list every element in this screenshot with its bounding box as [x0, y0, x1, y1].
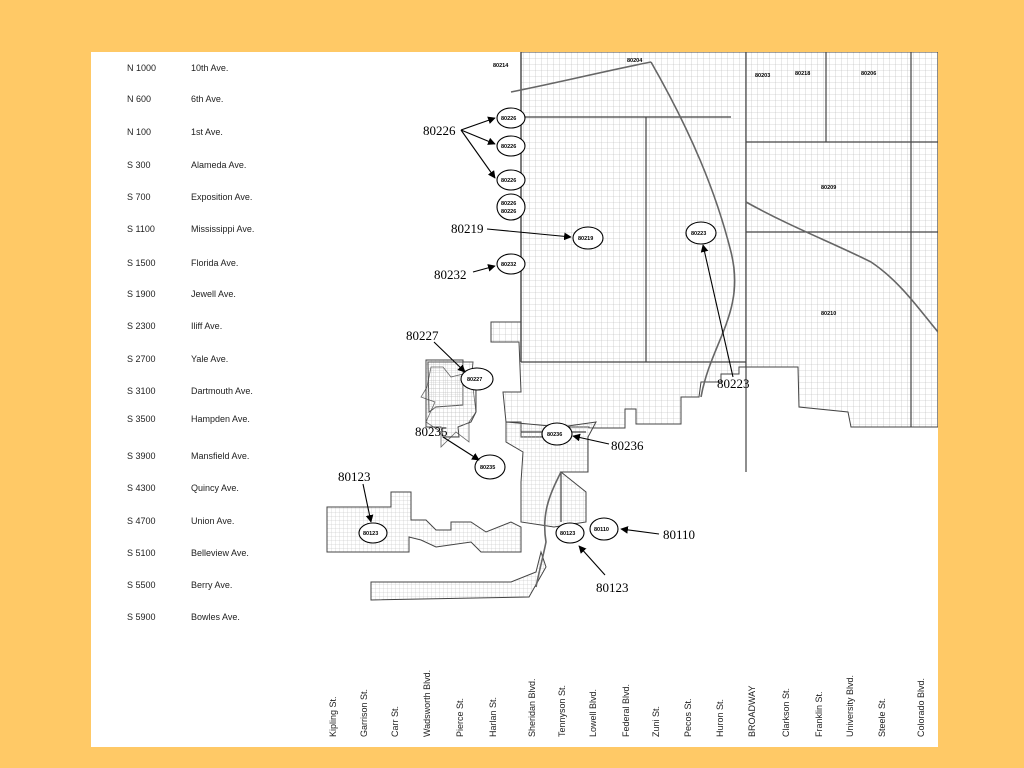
avenue-name: Alameda Ave. — [191, 160, 247, 170]
avenue-number: N 600 — [127, 94, 152, 104]
street-label: Zuni St. — [651, 705, 661, 737]
map-label-80210: 80210 — [821, 311, 837, 317]
marker-label-80232: 80232 — [501, 262, 517, 268]
street-label: Wadsworth Blvd. — [422, 669, 432, 737]
map-label-80214: 80214 — [493, 63, 509, 69]
avenue-number: S 4700 — [127, 516, 156, 526]
marker-label-80110: 80110 — [594, 527, 609, 533]
street-label: Harlan St. — [488, 696, 498, 737]
street-label: Pecos St. — [683, 698, 693, 737]
marker-label-80235: 80235 — [480, 465, 496, 471]
street-label: Garrison St. — [359, 688, 369, 737]
marker-label-80226-c: 80226 — [501, 178, 517, 184]
callout-80219: 80219 — [451, 221, 484, 236]
street-label: Federal Blvd. — [621, 683, 631, 737]
avenue-number: S 2300 — [127, 321, 156, 331]
street-label: Franklin St. — [814, 691, 824, 737]
map-label-80218: 80218 — [795, 71, 811, 77]
avenue-name: 6th Ave. — [191, 94, 224, 104]
avenue-name: Hampden Ave. — [191, 414, 250, 424]
avenue-number: S 5100 — [127, 548, 156, 558]
avenue-number: S 1100 — [127, 224, 155, 234]
avenue-name: Belleview Ave. — [191, 548, 249, 558]
avenue-name: Bowles Ave. — [191, 612, 240, 622]
avenue-name: Mansfield Ave. — [191, 451, 250, 461]
callout-80110: 80110 — [663, 527, 696, 542]
marker-label-80226-d: 80226 — [501, 201, 517, 207]
avenue-name: Jewell Ave. — [191, 289, 236, 299]
callout-80235: 80235 — [415, 424, 448, 439]
street-label: Clarkson St. — [781, 687, 791, 737]
avenue-number: S 4300 — [127, 483, 156, 493]
marker-label-80123-a: 80123 — [363, 531, 379, 537]
marker-label-80226-a: 80226 — [501, 116, 517, 122]
callout-80232: 80232 — [434, 267, 467, 282]
avenue-name: 10th Ave. — [191, 63, 229, 73]
street-label: Kipling St. — [328, 696, 338, 737]
callout-80223: 80223 — [717, 376, 750, 391]
avenue-number: S 3900 — [127, 451, 156, 461]
marker-label-80236: 80236 — [547, 432, 563, 438]
map-area — [327, 52, 938, 600]
map-label-80203: 80203 — [755, 73, 771, 79]
street-label: Carr St. — [390, 705, 400, 737]
avenue-number: N 1000 — [127, 63, 157, 73]
avenue-number: N 100 — [127, 127, 152, 137]
avenue-name: Berry Ave. — [191, 580, 233, 590]
avenue-name: Union Ave. — [191, 516, 235, 526]
marker-label-80226-e: 80226 — [501, 209, 517, 215]
street-label: BROADWAY — [747, 685, 757, 737]
avenue-number: S 1900 — [127, 289, 156, 299]
street-label: Pierce St. — [455, 697, 465, 737]
avenue-name: Exposition Ave. — [191, 192, 253, 202]
marker-label-80226-b: 80226 — [501, 144, 517, 150]
marker-label-80227: 80227 — [467, 377, 483, 383]
street-label: University Blvd. — [845, 674, 855, 737]
avenue-name: 1st Ave. — [191, 127, 223, 137]
marker-label-80219: 80219 — [578, 236, 594, 242]
avenue-name: Iliff Ave. — [191, 321, 223, 331]
urban-grid-far-south — [371, 552, 546, 600]
avenue-number: S 3100 — [127, 386, 156, 396]
avenue-name: Quincy Ave. — [191, 483, 239, 493]
avenue-number: S 300 — [127, 160, 151, 170]
callout-80226: 80226 — [423, 123, 456, 138]
avenue-name: Yale Ave. — [191, 354, 229, 364]
avenue-name: Florida Ave. — [191, 258, 239, 268]
avenue-number: S 1500 — [127, 258, 156, 268]
street-label: Steele St. — [877, 697, 887, 737]
marker-label-80223: 80223 — [691, 231, 707, 237]
avenue-name: Dartmouth Ave. — [191, 386, 253, 396]
marker-label-80123-b: 80123 — [560, 531, 576, 537]
avenue-number: S 700 — [127, 192, 151, 202]
street-label: Sheridan Blvd. — [527, 678, 537, 737]
avenue-number: S 5900 — [127, 612, 156, 622]
street-label: Lowell Blvd. — [588, 688, 598, 737]
avenue-name: Mississippi Ave. — [191, 224, 255, 234]
map-label-80209: 80209 — [821, 185, 837, 191]
street-label: Colorado Blvd. — [916, 677, 926, 737]
zip-code-map — [91, 52, 938, 747]
street-label: Tennyson St. — [557, 684, 567, 737]
urban-grid-main — [491, 52, 938, 437]
map-slide — [91, 52, 938, 747]
map-label-80204: 80204 — [627, 58, 643, 64]
callout-80236: 80236 — [611, 438, 644, 453]
callout-80123-west: 80123 — [338, 469, 371, 484]
map-label-80206: 80206 — [861, 71, 877, 77]
avenue-number: S 2700 — [127, 354, 156, 364]
callout-80227: 80227 — [406, 328, 439, 343]
avenue-number: S 3500 — [127, 414, 156, 424]
avenue-number: S 5500 — [127, 580, 156, 590]
street-label: Huron St. — [715, 698, 725, 737]
urban-grid-littleton — [327, 492, 521, 552]
callout-80123-south: 80123 — [596, 580, 629, 595]
